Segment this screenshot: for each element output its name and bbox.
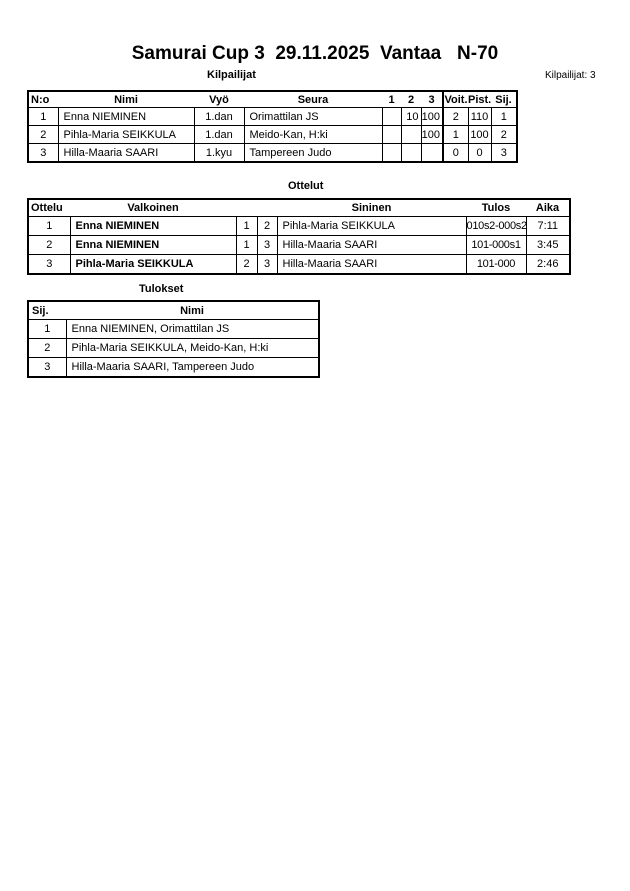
match-number: 1 xyxy=(28,217,70,236)
result-name-club: Hilla-Maaria SAARI, Tampereen Judo xyxy=(66,358,319,378)
match-row xyxy=(28,217,570,236)
competitor-wins: 0 xyxy=(443,144,468,163)
ottelut-table xyxy=(27,198,571,275)
competitor-place: 3 xyxy=(491,144,517,163)
result-row xyxy=(28,320,319,339)
blue-competitor-name: Hilla-Maaria SAARI xyxy=(277,236,466,255)
score-round1 xyxy=(382,144,401,163)
competitor-belt: 1.kyu xyxy=(194,144,244,163)
section-title-tulokset: Tulokset xyxy=(139,283,184,295)
result-name-club: Enna NIEMINEN, Orimattilan JS xyxy=(66,320,319,339)
match-time: 7:11 xyxy=(526,217,570,236)
column-header-valkoinen: Valkoinen xyxy=(70,199,236,217)
match-row xyxy=(28,255,570,275)
competitor-number: 3 xyxy=(28,144,58,163)
column-header-nimi: Nimi xyxy=(66,301,319,320)
result-row xyxy=(28,339,319,358)
competitor-number: 2 xyxy=(28,126,58,144)
match-result: 101-000 xyxy=(466,255,526,275)
column-header-blue-no xyxy=(257,199,277,217)
competitor-belt: 1.dan xyxy=(194,108,244,126)
kilpailijat-header-row xyxy=(28,91,517,108)
kilpailijat-table xyxy=(27,90,518,163)
column-header-no: N:o xyxy=(28,91,58,108)
match-row xyxy=(28,236,570,255)
score-round2 xyxy=(401,144,421,163)
blue-competitor-number: 3 xyxy=(257,255,277,275)
page-title: Samurai Cup 3 29.11.2025 Vantaa N-70 xyxy=(131,43,499,64)
score-round1 xyxy=(382,126,401,144)
column-header-white-no xyxy=(236,199,257,217)
score-round2: 10 xyxy=(401,108,421,126)
tulokset-table xyxy=(27,300,320,378)
column-header-tulos: Tulos xyxy=(466,199,526,217)
white-competitor-name: Pihla-Maria SEIKKULA xyxy=(70,255,236,275)
competitor-wins: 2 xyxy=(443,108,468,126)
result-row xyxy=(28,358,319,378)
section-title-kilpailijat: Kilpailijat xyxy=(207,69,256,81)
competitor-name: Pihla-Maria SEIKKULA xyxy=(58,126,194,144)
match-time: 3:45 xyxy=(526,236,570,255)
blue-competitor-number: 3 xyxy=(257,236,277,255)
white-competitor-number: 2 xyxy=(236,255,257,275)
competitor-club: Tampereen Judo xyxy=(244,144,382,163)
section-title-ottelut: Ottelut xyxy=(288,180,324,192)
competitor-number: 1 xyxy=(28,108,58,126)
competitor-place: 1 xyxy=(491,108,517,126)
match-number: 3 xyxy=(28,255,70,275)
score-round3 xyxy=(421,144,443,163)
column-header-round1: 1 xyxy=(382,91,401,108)
score-round3: 100 xyxy=(421,126,443,144)
white-competitor-number: 1 xyxy=(236,217,257,236)
competitor-points: 100 xyxy=(468,126,491,144)
result-name-club: Pihla-Maria SEIKKULA, Meido-Kan, H:ki xyxy=(66,339,319,358)
match-result: 010s2-000s2 xyxy=(466,217,526,236)
competitor-name: Enna NIEMINEN xyxy=(58,108,194,126)
column-header-sij: Sij. xyxy=(28,301,66,320)
match-number: 2 xyxy=(28,236,70,255)
white-competitor-name: Enna NIEMINEN xyxy=(70,236,236,255)
column-header-round2: 2 xyxy=(401,91,421,108)
competitor-count-label: Kilpailijat: 3 xyxy=(545,70,596,81)
column-header-round3: 3 xyxy=(421,91,443,108)
column-header-seura: Seura xyxy=(244,91,382,108)
result-place: 3 xyxy=(28,358,66,378)
competitor-club: Orimattilan JS xyxy=(244,108,382,126)
blue-competitor-number: 2 xyxy=(257,217,277,236)
column-header-sininen: Sininen xyxy=(277,199,466,217)
competitor-belt: 1.dan xyxy=(194,126,244,144)
column-header-voit: Voit. xyxy=(443,91,468,108)
score-round2 xyxy=(401,126,421,144)
score-round3: 100 xyxy=(421,108,443,126)
ottelut-header-row xyxy=(28,199,570,217)
blue-competitor-name: Pihla-Maria SEIKKULA xyxy=(277,217,466,236)
column-header-nimi: Nimi xyxy=(58,91,194,108)
blue-competitor-name: Hilla-Maaria SAARI xyxy=(277,255,466,275)
column-header-ottelu: Ottelu xyxy=(28,199,70,217)
column-header-pist: Pist. xyxy=(468,91,491,108)
competitor-club: Meido-Kan, H:ki xyxy=(244,126,382,144)
result-place: 1 xyxy=(28,320,66,339)
competitor-place: 2 xyxy=(491,126,517,144)
column-header-aika: Aika xyxy=(526,199,570,217)
match-result: 101-000s1 xyxy=(466,236,526,255)
competitor-row xyxy=(28,126,517,144)
result-place: 2 xyxy=(28,339,66,358)
competitor-name: Hilla-Maaria SAARI xyxy=(58,144,194,163)
white-competitor-name: Enna NIEMINEN xyxy=(70,217,236,236)
competitor-wins: 1 xyxy=(443,126,468,144)
competitor-points: 110 xyxy=(468,108,491,126)
match-time: 2:46 xyxy=(526,255,570,275)
white-competitor-number: 1 xyxy=(236,236,257,255)
competitor-row xyxy=(28,144,517,163)
column-header-vyo: Vyö xyxy=(194,91,244,108)
column-header-sij: Sij. xyxy=(491,91,517,108)
competitor-row xyxy=(28,108,517,126)
competitor-points: 0 xyxy=(468,144,491,163)
score-round1 xyxy=(382,108,401,126)
tulokset-header-row xyxy=(28,301,319,320)
